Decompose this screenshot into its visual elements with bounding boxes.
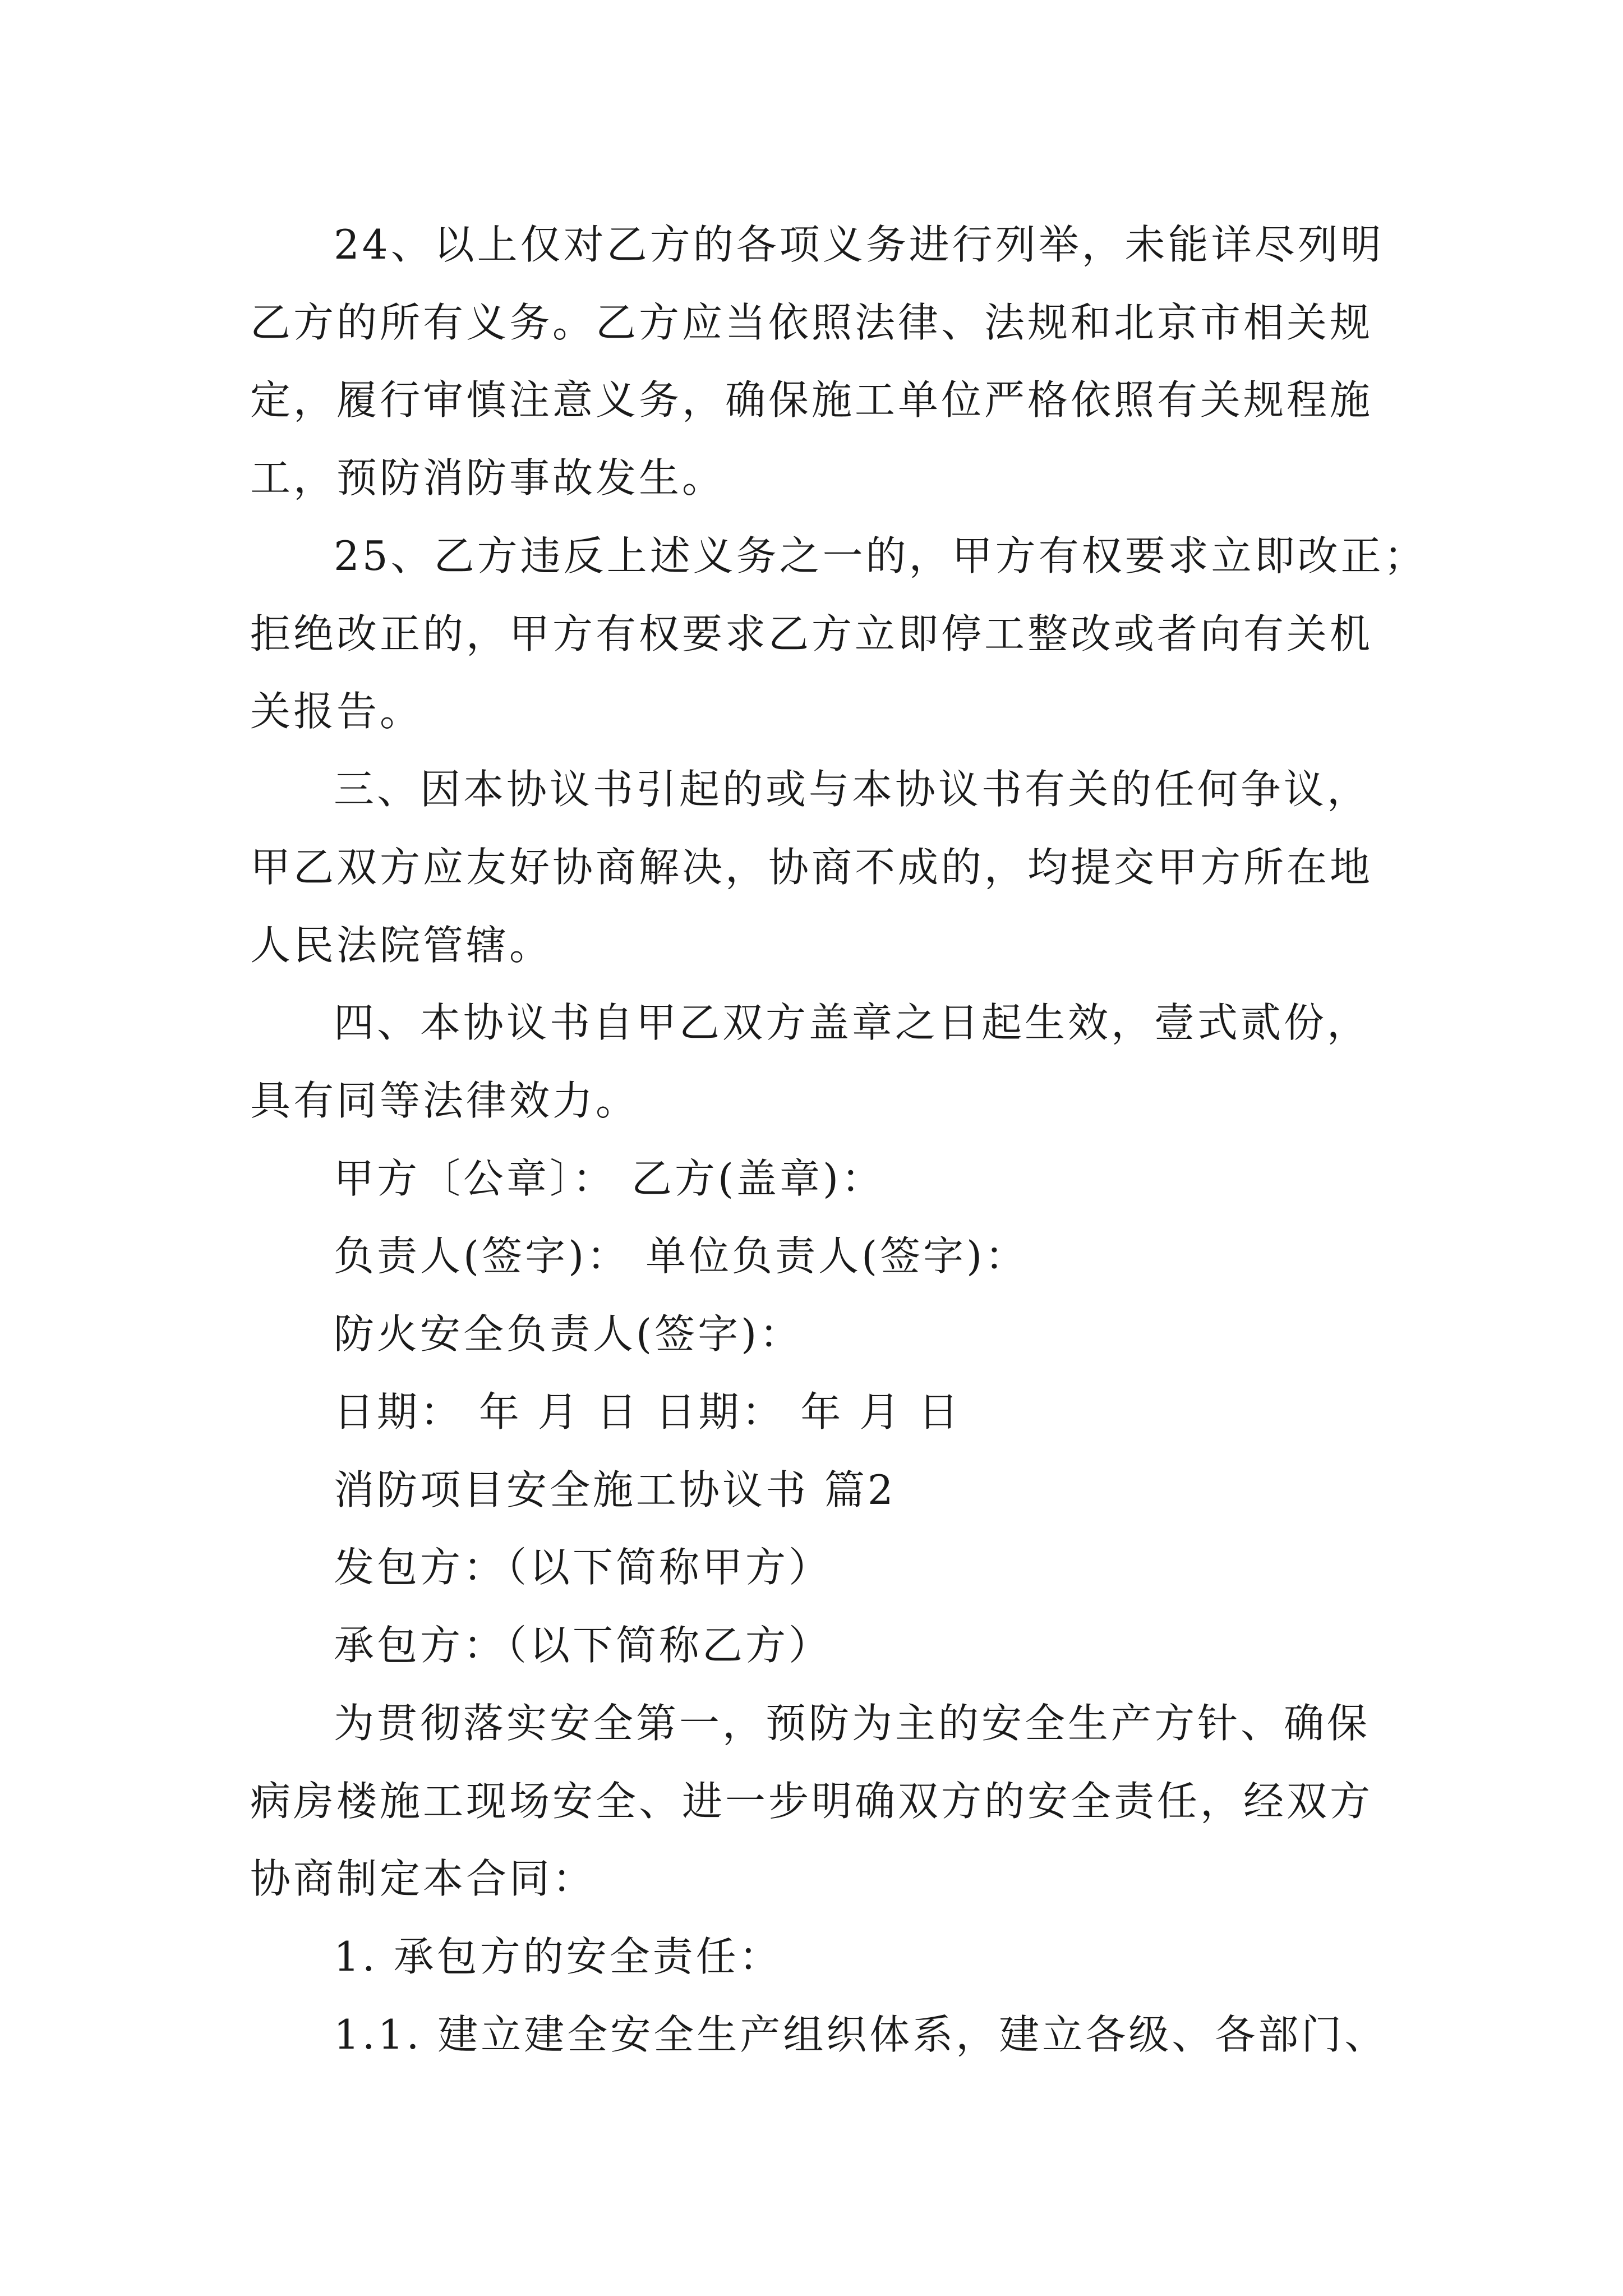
item-1-heading: 1. 承包方的安全责任： — [334, 1933, 782, 1980]
clause-3-line-3: 人民法院管辖。 — [250, 922, 553, 969]
item-1-1-line-1: 1.1. 建立建全安全生产组织体系，建立各级、各部门、 — [334, 2011, 1388, 2058]
signature-responsible-line: 负责人(签字)： 单位负责人(签字)： — [334, 1232, 1029, 1280]
preamble-line-1: 为贯彻落实安全第一，预防为主的安全生产方针、确保 — [334, 1700, 1371, 1747]
clause-4-line-1: 四、本协议书自甲乙双方盖章之日起生效，壹式贰份， — [334, 999, 1371, 1046]
paragraph-25-line-1: 25、乙方违反上述义务之一的，甲方有权要求立即改正； — [334, 532, 1427, 579]
paragraph-25-line-3: 关报告。 — [250, 688, 423, 735]
signature-fire-safety-line: 防火安全负责人(签字)： — [334, 1310, 803, 1358]
paragraph-24-line-1: 24、以上仅对乙方的各项义务进行列举，未能详尽列明 — [334, 221, 1384, 268]
signature-date-line: 日期： 年 月 日 日期： 年 月 日 — [334, 1388, 962, 1435]
preamble-line-2: 病房楼施工现场安全、进一步明确双方的安全责任，经双方 — [250, 1778, 1373, 1825]
signature-party-line: 甲方〔公章〕： 乙方(盖章)： — [334, 1155, 885, 1202]
paragraph-25-line-2: 拒绝改正的，甲方有权要求乙方立即停工整改或者向有关机 — [250, 610, 1373, 657]
clause-3-line-2: 甲乙双方应友好协商解决，协商不成的，均提交甲方所在地 — [250, 844, 1373, 891]
clause-4-line-2: 具有同等法律效力。 — [250, 1077, 639, 1124]
paragraph-24-line-4: 工，预防消防事故发生。 — [250, 454, 726, 501]
section-title: 消防项目安全施工协议书 篇2 — [334, 1466, 896, 1513]
subcontractor-party-line: 承包方：（以下简称乙方） — [334, 1622, 832, 1669]
clause-3-line-1: 三、因本协议书引起的或与本协议书有关的任何争议， — [334, 766, 1371, 813]
contractor-party-line: 发包方：（以下简称甲方） — [334, 1544, 832, 1591]
preamble-line-3: 协商制定本合同： — [250, 1855, 596, 1902]
paragraph-24-line-2: 乙方的所有义务。乙方应当依照法律、法规和北京市相关规 — [250, 299, 1373, 346]
paragraph-24-line-3: 定，履行审慎注意义务，确保施工单位严格依照有关规程施 — [250, 376, 1373, 424]
